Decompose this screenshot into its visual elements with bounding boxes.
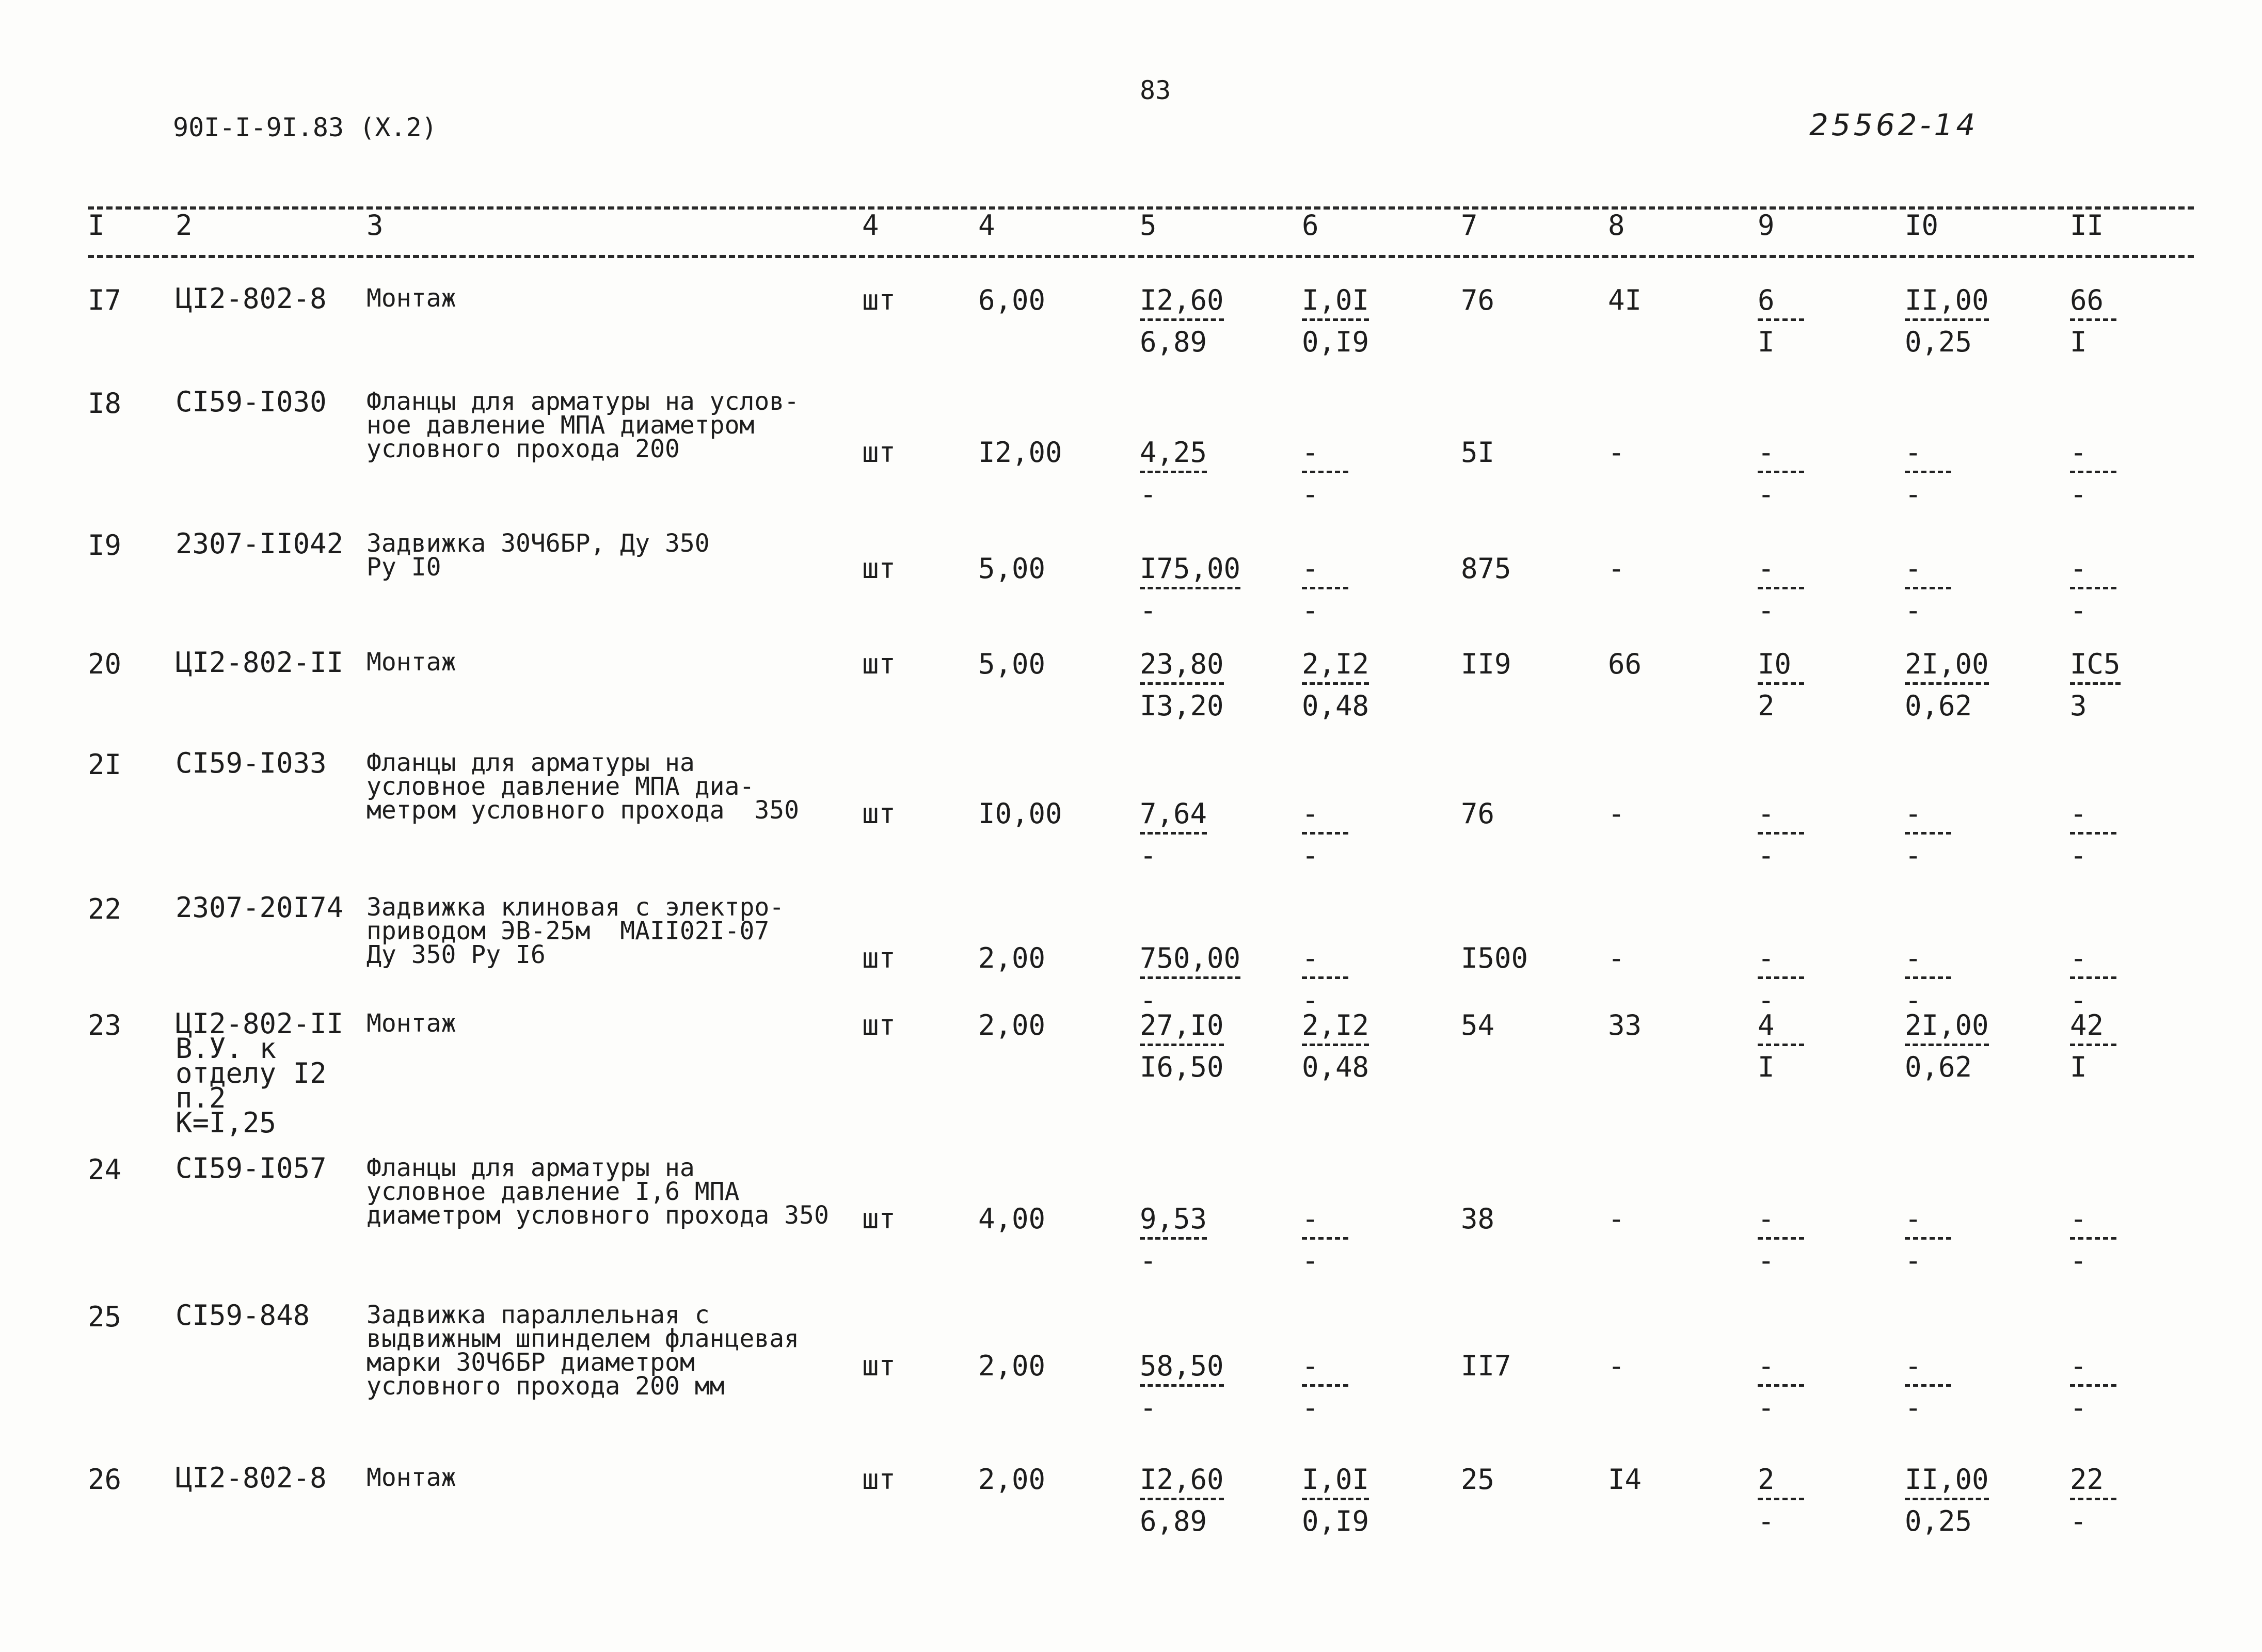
col10-value (1905, 1463, 1989, 1537)
col6-value (1302, 797, 1348, 872)
total-cost: 54 (1461, 1009, 1495, 1041)
col9-value-numerator: - (1758, 1205, 1804, 1240)
col11-value-numerator: - (2070, 439, 2116, 473)
unit-cost (1140, 944, 1240, 1014)
col10-value-denominator: - (1905, 1391, 1922, 1424)
col8-value: 66 (1608, 648, 1642, 680)
col6-value-numerator: - (1302, 1352, 1348, 1387)
unit-cost-numerator: 4,25 (1140, 439, 1207, 473)
unit-cost-denominator: - (1140, 1244, 1157, 1277)
unit-cost-denominator: - (1140, 984, 1157, 1016)
column-header-10: 9 (1758, 209, 1775, 242)
unit: шт (862, 648, 896, 680)
col11-value-denominator: - (2070, 1505, 2087, 1537)
price-code: CI59-I030 (176, 386, 327, 418)
quantity: I0,00 (978, 797, 1062, 830)
col6-value-denominator: - (1302, 839, 1319, 872)
col9-value (1758, 1463, 1804, 1537)
col10-value-denominator: 0,62 (1905, 1051, 1972, 1083)
column-header-2: 2 (176, 209, 193, 242)
col11-value (2070, 650, 2121, 720)
price-code: 2307-II042 (176, 527, 344, 560)
col9-value (1758, 944, 1804, 1014)
unit-cost-numerator: 23,80 (1140, 650, 1224, 685)
col6-value-numerator: - (1302, 555, 1348, 589)
col8-value: - (1608, 942, 1625, 974)
quantity: 2,00 (978, 1463, 1046, 1496)
col11-value (2070, 1463, 2116, 1537)
col8-value: - (1608, 436, 1625, 469)
col11-value (2070, 1352, 2116, 1422)
col10-value (1905, 1009, 1989, 1083)
col6-value-denominator: 0,I9 (1302, 1505, 1369, 1537)
col9-value (1758, 286, 1804, 356)
col8-value: - (1608, 552, 1625, 585)
unit-cost (1140, 286, 1224, 356)
col11-value-denominator: 3 (2070, 689, 2087, 722)
col11-value-denominator: - (2070, 594, 2087, 627)
quantity: 4,00 (978, 1202, 1046, 1235)
col9-value-denominator: - (1758, 1505, 1775, 1537)
col9-value-denominator: 2 (1758, 689, 1775, 722)
price-code: 2307-20I74 (176, 891, 344, 924)
column-header-1: I (88, 209, 105, 242)
col8-value: - (1608, 1202, 1625, 1235)
unit-cost-numerator: 7,64 (1140, 800, 1207, 835)
col11-value (2070, 286, 2116, 356)
unit-cost-numerator: 58,50 (1140, 1352, 1224, 1387)
col9-value-denominator: - (1758, 839, 1775, 872)
col10-value-denominator: - (1905, 478, 1922, 510)
col6-value (1302, 286, 1369, 356)
col6-value-denominator: 0,I9 (1302, 326, 1369, 358)
col6-value (1302, 1463, 1369, 1537)
column-header-9: 8 (1608, 209, 1625, 242)
unit-cost-numerator: 750,00 (1140, 944, 1240, 979)
col9-value-numerator: - (1758, 944, 1804, 979)
work-description: Монтаж (367, 648, 456, 677)
col6-value-denominator: - (1302, 1244, 1319, 1277)
unit: шт (862, 552, 896, 585)
col10-value-numerator: - (1905, 1205, 1951, 1240)
row-number: I9 (88, 529, 122, 562)
col10-value-numerator: 2I,00 (1905, 1012, 1989, 1046)
unit-cost-numerator: 9,53 (1140, 1205, 1207, 1240)
col10-value-denominator: - (1905, 839, 1922, 872)
row-number: I8 (88, 387, 122, 420)
price-code: ЦI2-802-II (176, 646, 344, 679)
col10-value-numerator: II,00 (1905, 286, 1989, 321)
col10-value (1905, 797, 1951, 872)
col9-value-numerator: I0 (1758, 650, 1804, 685)
col9-value-denominator: - (1758, 478, 1775, 510)
header-rule-bottom (88, 255, 2194, 258)
col10-value-numerator: 2I,00 (1905, 650, 1989, 685)
unit-cost-denominator: - (1140, 594, 1157, 627)
quantity: 2,00 (978, 1009, 1046, 1041)
col11-value-denominator: - (2070, 839, 2087, 872)
col11-value-denominator: - (2070, 1391, 2087, 1424)
price-code: CI59-I033 (176, 747, 327, 779)
price-code: ЦI2-802-8 (176, 282, 327, 315)
unit-cost (1140, 1202, 1207, 1277)
row-number: 23 (88, 1009, 122, 1041)
sheet-code: 25562-14 (1809, 107, 1979, 142)
col8-value: 4I (1608, 284, 1642, 316)
quantity: 6,00 (978, 284, 1046, 316)
work-description: Задвижка параллельная с выдвижным шпинделем фланцевая марки 30Ч6БР диаметром условного прохода 200 мм (367, 1301, 800, 1401)
col10-value-numerator: - (1905, 439, 1951, 473)
quantity: I2,00 (978, 436, 1062, 469)
row-number: 20 (88, 648, 122, 680)
total-cost: 76 (1461, 797, 1495, 830)
page-number: 83 (1140, 75, 1171, 105)
quantity: 5,00 (978, 648, 1046, 680)
col9-value (1758, 797, 1804, 872)
col9-value-denominator: I (1758, 326, 1775, 358)
col9-value-numerator: 6 (1758, 286, 1804, 321)
unit-cost-denominator: - (1140, 478, 1157, 510)
unit: шт (862, 284, 896, 316)
unit: шт (862, 1463, 896, 1496)
col11-value (2070, 1202, 2116, 1277)
work-description: Фланцы для арматуры на условное давление МПА диа- метром условного прохода 350 (367, 748, 800, 825)
col10-value (1905, 552, 1951, 627)
work-description: Фланцы для арматуры на условное давление I,6 МПА диаметром условного прохода 350 (367, 1153, 829, 1230)
col10-value-numerator: - (1905, 1352, 1951, 1387)
unit: шт (862, 436, 896, 469)
col11-value (2070, 1009, 2116, 1083)
unit-cost-numerator: I75,00 (1140, 555, 1240, 589)
col10-value (1905, 650, 1989, 720)
total-cost: 875 (1461, 552, 1511, 585)
col6-value-numerator: I,0I (1302, 1466, 1369, 1500)
col11-value-numerator: - (2070, 1352, 2116, 1387)
unit-cost (1140, 436, 1207, 510)
price-code: CI59-I057 (176, 1152, 327, 1184)
column-header-5: 4 (978, 209, 995, 242)
col9-value-numerator: 4 (1758, 1012, 1804, 1046)
col6-value (1302, 552, 1348, 627)
column-header-8: 7 (1461, 209, 1478, 242)
col9-value-denominator: - (1758, 1244, 1775, 1277)
col10-value (1905, 1202, 1951, 1277)
col11-value-numerator: IC5 (2070, 650, 2121, 685)
column-header-4: 4 (862, 209, 879, 242)
column-header-3: 3 (367, 209, 384, 242)
work-description: Монтаж (367, 1009, 456, 1038)
col9-value (1758, 1202, 1804, 1277)
col6-value (1302, 1202, 1348, 1277)
col9-value (1758, 1009, 1804, 1083)
col11-value-numerator: - (2070, 1205, 2116, 1240)
col11-value-denominator: - (2070, 1244, 2087, 1277)
col9-value-denominator: I (1758, 1051, 1775, 1083)
col6-value (1302, 1009, 1369, 1083)
col11-value-numerator: 42 (2070, 1012, 2116, 1046)
unit-cost-denominator: I6,50 (1140, 1051, 1224, 1083)
unit-cost-numerator: 27,I0 (1140, 1012, 1224, 1046)
document-code: 90I-I-9I.83 (X.2) (173, 113, 437, 142)
col11-value-denominator: I (2070, 1051, 2087, 1083)
col11-value-denominator: - (2070, 984, 2087, 1016)
col6-value (1302, 436, 1348, 510)
unit-cost (1140, 650, 1224, 720)
col11-value-numerator: - (2070, 800, 2116, 835)
total-cost: I500 (1461, 942, 1528, 974)
col10-value-numerator: - (1905, 944, 1951, 979)
col10-value-denominator: - (1905, 984, 1922, 1016)
col9-value-denominator: - (1758, 1391, 1775, 1424)
col11-value-denominator: I (2070, 326, 2087, 358)
unit-cost (1140, 1463, 1224, 1537)
col6-value-numerator: 2,I2 (1302, 650, 1369, 685)
col11-value-numerator: 22 (2070, 1466, 2116, 1500)
col6-value-denominator: - (1302, 984, 1319, 1016)
col11-value (2070, 944, 2116, 1014)
total-cost: 5I (1461, 436, 1495, 469)
row-number: 2I (88, 748, 122, 781)
col11-value-denominator: - (2070, 478, 2087, 510)
col10-value (1905, 944, 1951, 1014)
unit-cost-numerator: I2,60 (1140, 286, 1224, 321)
quantity: 5,00 (978, 552, 1046, 585)
col6-value (1302, 944, 1348, 1014)
col10-value-denominator: - (1905, 1244, 1922, 1277)
col6-value-denominator: 0,48 (1302, 689, 1369, 722)
col9-value-numerator: - (1758, 439, 1804, 473)
work-description: Задвижка клиновая с электро- приводом ЭВ-25м МАII02I-07 Ду 350 Ру I6 (367, 893, 785, 969)
col10-value-denominator: 0,62 (1905, 689, 1972, 722)
col10-value-numerator: - (1905, 800, 1951, 835)
total-cost: II7 (1461, 1350, 1511, 1382)
col6-value-numerator: - (1302, 800, 1348, 835)
total-cost: 25 (1461, 1463, 1495, 1496)
column-header-6: 5 (1140, 209, 1157, 242)
col9-value (1758, 1352, 1804, 1422)
unit-cost (1140, 1352, 1224, 1422)
row-number: 25 (88, 1301, 122, 1333)
total-cost: II9 (1461, 648, 1511, 680)
price-code: ЦI2-802-8 (176, 1462, 327, 1494)
col6-value-numerator: - (1302, 1205, 1348, 1240)
quantity: 2,00 (978, 1350, 1046, 1382)
col10-value-denominator: 0,25 (1905, 1505, 1972, 1537)
unit-cost-numerator: I2,60 (1140, 1466, 1224, 1500)
col10-value-denominator: - (1905, 594, 1922, 627)
unit: шт (862, 1009, 896, 1041)
col11-value (2070, 552, 2116, 627)
col8-value: I4 (1608, 1463, 1642, 1496)
col6-value-numerator: 2,I2 (1302, 1012, 1369, 1046)
col10-value-numerator: - (1905, 555, 1951, 589)
col6-value (1302, 650, 1369, 720)
col6-value-numerator: I,0I (1302, 286, 1369, 321)
col6-value-numerator: - (1302, 944, 1348, 979)
price-code: ЦI2-802-II В.У. к отделу I2 п.2 К=I,25 (176, 1007, 344, 1139)
row-number: 26 (88, 1463, 122, 1496)
unit: шт (862, 1350, 896, 1382)
col11-value-numerator: - (2070, 555, 2116, 589)
col6-value-denominator: - (1302, 478, 1319, 510)
col6-value-denominator: - (1302, 594, 1319, 627)
col6-value (1302, 1352, 1348, 1422)
col9-value-numerator: 2 (1758, 1466, 1804, 1500)
col9-value (1758, 650, 1804, 720)
col11-value-numerator: 66 (2070, 286, 2116, 321)
col8-value: 33 (1608, 1009, 1642, 1041)
col8-value: - (1608, 797, 1625, 830)
unit-cost (1140, 1009, 1224, 1083)
row-number: 22 (88, 893, 122, 925)
col9-value (1758, 436, 1804, 510)
col8-value: - (1608, 1350, 1625, 1382)
col11-value (2070, 797, 2116, 872)
col9-value (1758, 552, 1804, 627)
col10-value (1905, 286, 1989, 356)
row-number: 24 (88, 1153, 122, 1186)
unit: шт (862, 1202, 896, 1235)
unit-cost-denominator: - (1140, 839, 1157, 872)
unit-cost-denominator: 6,89 (1140, 326, 1207, 358)
col9-value-denominator: - (1758, 594, 1775, 627)
col6-value-denominator: 0,48 (1302, 1051, 1369, 1083)
work-description: Задвижка 30Ч6БР, Ду 350 Ру I0 (367, 529, 710, 582)
unit: шт (862, 797, 896, 830)
unit-cost (1140, 797, 1207, 872)
col9-value-numerator: - (1758, 1352, 1804, 1387)
work-description: Монтаж (367, 284, 456, 313)
unit-cost (1140, 552, 1241, 627)
col9-value-numerator: - (1758, 555, 1804, 589)
column-header-11: I0 (1905, 209, 1939, 242)
price-code: CI59-848 (176, 1299, 310, 1332)
col11-value (2070, 436, 2116, 510)
column-header-7: 6 (1302, 209, 1319, 242)
col6-value-denominator: - (1302, 1391, 1319, 1424)
col10-value-denominator: 0,25 (1905, 326, 1972, 358)
work-description: Монтаж (367, 1463, 456, 1492)
unit-cost-denominator: I3,20 (1140, 689, 1224, 722)
col10-value-numerator: II,00 (1905, 1466, 1989, 1500)
total-cost: 76 (1461, 284, 1495, 316)
col11-value-numerator: - (2070, 944, 2116, 979)
work-description: Фланцы для арматуры на услов- ное давление МПА диаметром условного прохода 200 (367, 387, 800, 463)
unit: шт (862, 942, 896, 974)
col9-value-denominator: - (1758, 984, 1775, 1016)
quantity: 2,00 (978, 942, 1046, 974)
col9-value-numerator: - (1758, 800, 1804, 835)
unit-cost-denominator: 6,89 (1140, 1505, 1207, 1537)
row-number: I7 (88, 284, 122, 316)
col6-value-numerator: - (1302, 439, 1348, 473)
unit-cost-denominator: - (1140, 1391, 1157, 1424)
column-header-12: II (2070, 209, 2104, 242)
col10-value (1905, 1352, 1951, 1422)
total-cost: 38 (1461, 1202, 1495, 1235)
col10-value (1905, 436, 1951, 510)
